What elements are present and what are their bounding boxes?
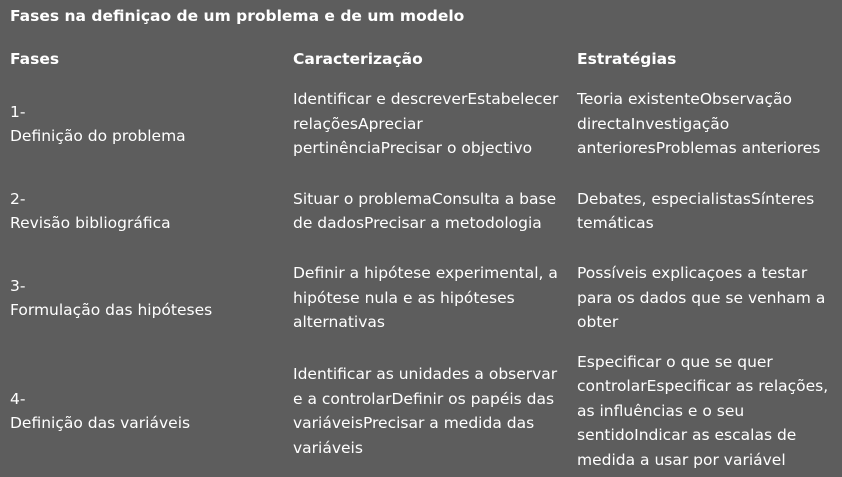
estrategias-cell — [577, 87, 839, 161]
caracterizacao-text: Identificar as unidades a observar e a controlarDefinir os papéis das variáveisPrecisar a medida das variáveis — [293, 365, 558, 457]
table-row — [0, 87, 842, 161]
caracterizacao-text: Identificar e descreverEstabelecer relaçõesApreciar pertinênciaPrecisar o objectivo — [293, 90, 559, 158]
table-row — [0, 261, 842, 335]
caracterizacao-cell — [293, 349, 565, 473]
estrategias-text: Teoria existenteObservação directaInvestigação anterioresProblemas anteriores — [577, 90, 821, 158]
estrategias-text: Debates, especialistasSínteres temáticas — [577, 189, 815, 232]
caracterizacao-cell — [293, 174, 565, 248]
estrategias-cell — [577, 174, 839, 248]
fase-number: 4- — [10, 389, 26, 408]
fase-label: Formulação das hipóteses — [10, 301, 213, 319]
caracterizacao-text: Situar o problemaConsulta a base de dadosPrecisar a metodologia — [293, 189, 557, 232]
header-caracterizacao: Caracterização — [293, 50, 423, 68]
table-row — [0, 349, 842, 473]
caracterizacao-text: Definir a hipótese experimental, a hipótese nula e as hipóteses alternativas — [293, 264, 558, 332]
estrategias-text: Possíveis explicaçoes a testar para os dados que se venham a obter — [577, 264, 826, 332]
estrategias-cell — [577, 349, 839, 473]
caracterizacao-cell — [293, 261, 565, 335]
header-fases: Fases — [10, 50, 60, 68]
caracterizacao-cell — [293, 87, 565, 161]
fase-cell — [10, 87, 280, 161]
estrategias-text: Especificar o que se quer controlarEspecificar as relações, as influências e o seu sentidoIndicar as escalas de medida a usar por variável — [577, 352, 829, 469]
fase-cell — [10, 174, 280, 248]
header-estrategias: Estratégias — [577, 50, 677, 68]
table-row — [0, 174, 842, 248]
fase-cell — [10, 349, 280, 473]
fase-number: 3- — [10, 276, 26, 295]
fase-number: 1- — [10, 102, 26, 121]
estrategias-cell — [577, 261, 839, 335]
fase-label: Definição do problema — [10, 127, 186, 145]
page-title: Fases na definiçao de um problema e de um modelo — [10, 7, 465, 25]
fase-cell — [10, 261, 280, 335]
fase-label: Definição das variáveis — [10, 414, 191, 432]
fase-number: 2- — [10, 189, 26, 208]
fase-label: Revisão bibliográfica — [10, 214, 171, 232]
